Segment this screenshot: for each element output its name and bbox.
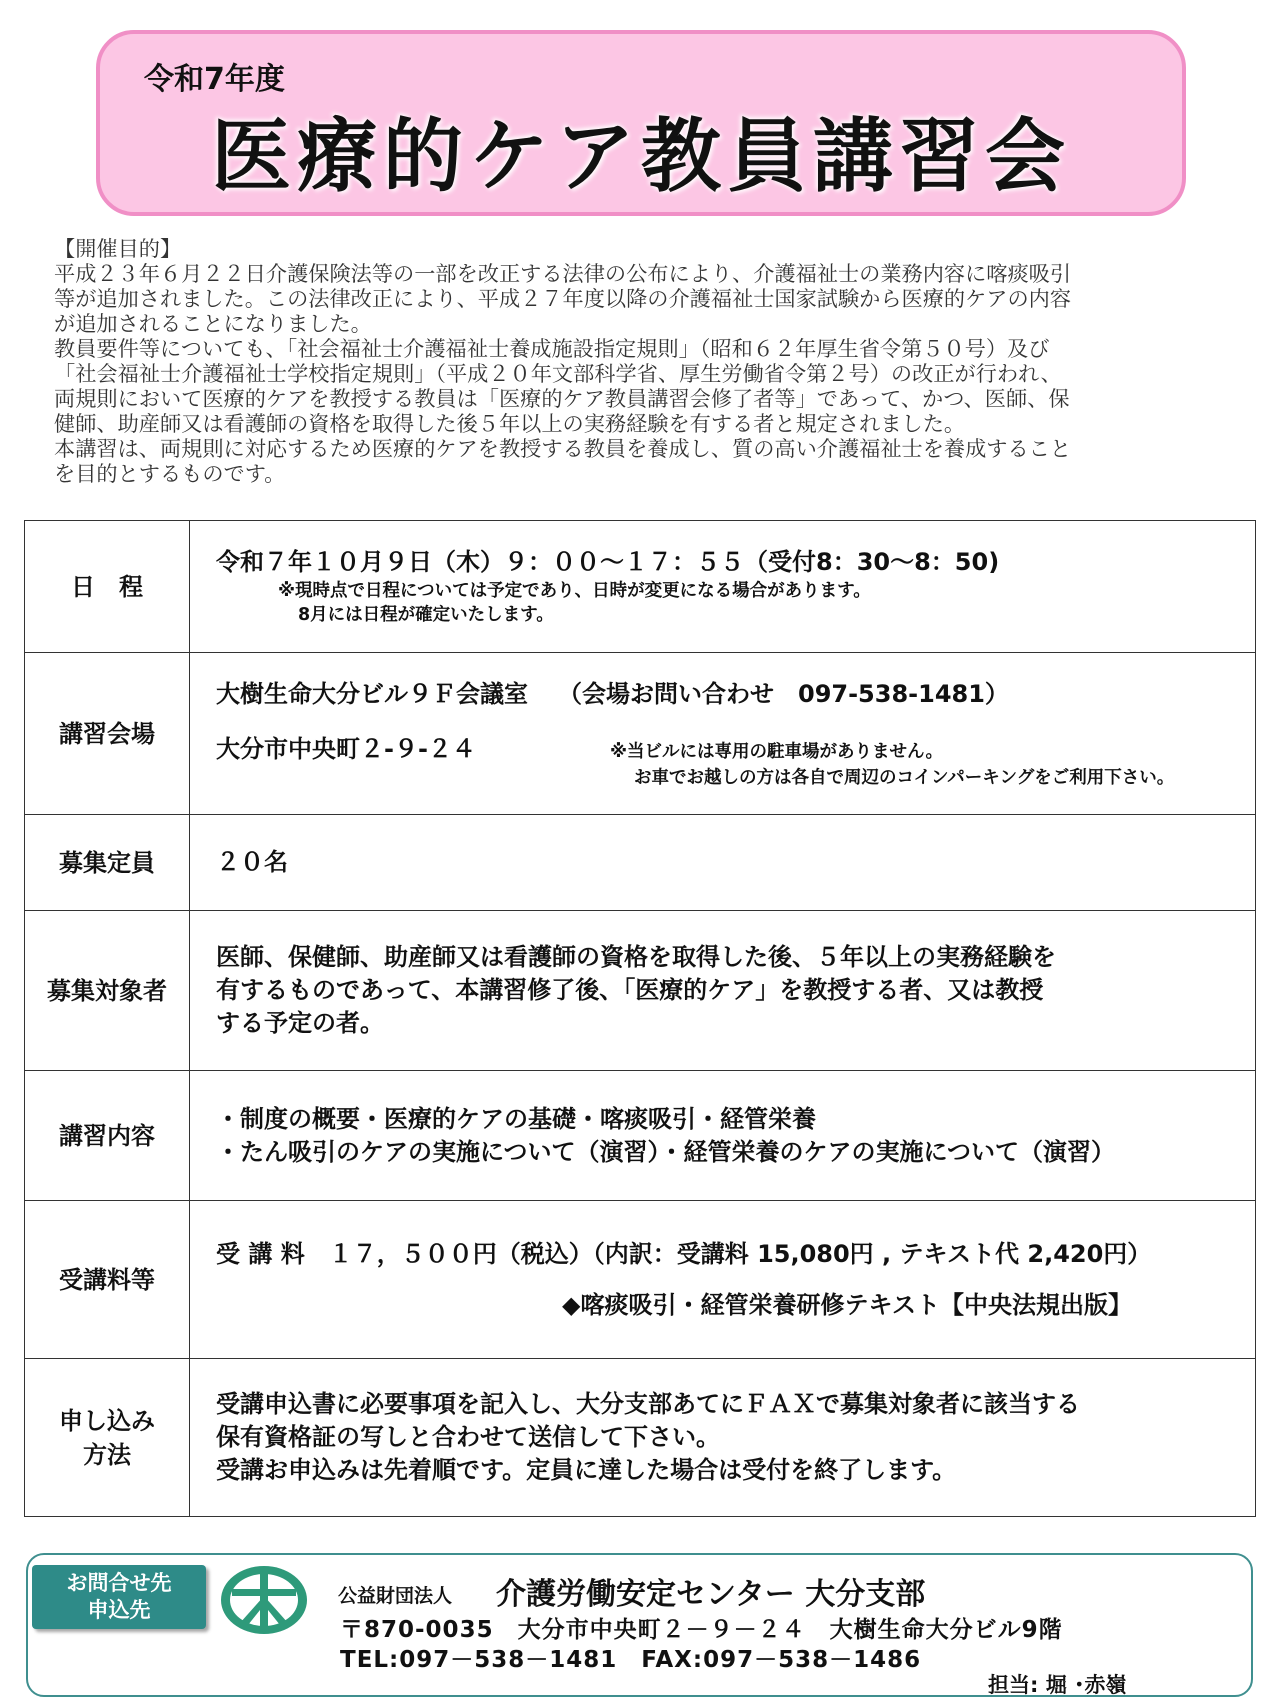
table-row-apply: [25, 1359, 1256, 1517]
apply-label: [25, 1359, 190, 1517]
badge-line: お問合せ先: [66, 1571, 172, 1595]
schedule-main: 令和７年１０月９日（木）９：００～１７：５５（受付8：30～8：50): [216, 548, 1000, 576]
title-banner: [96, 30, 1186, 216]
fee-textbook: ◆喀痰吸引・経管栄養研修テキスト【中央法規出版】: [562, 1290, 1132, 1319]
schedule-label: 日 程: [25, 521, 190, 653]
table-row-content: [25, 1071, 1256, 1201]
purpose-line: を目的とするものです。: [54, 461, 286, 486]
badge-line: 申込先: [87, 1598, 151, 1622]
content-label: 講習内容: [25, 1071, 190, 1201]
purpose-line: 「社会福祉士介護福祉士学校指定規則」（平成２０年文部科学省、厚生労働省令第２号）の改正が行われ、: [54, 361, 1062, 386]
purpose-line: 平成２３年６月２２日介護保険法等の一部を改正する法律の公布により、介護福祉士の業務内容に喀痰吸引: [54, 261, 1072, 286]
content-line: ・たん吸引のケアの実施について（演習）・経管栄養のケアの実施について（演習）: [216, 1137, 1116, 1166]
contact-box: [26, 1553, 1253, 1697]
target-line: 有するものであって、本講習修了後、「医療的ケア」を教授する者、又は教授: [216, 976, 1044, 1004]
purpose-line: 健師、助産師又は看護師の資格を取得した後５年以上の実務経験を有する者と規定されました。: [54, 411, 966, 436]
content-cell: [190, 1071, 1256, 1201]
contact-badge: [32, 1565, 206, 1629]
venue-name: 大樹生命大分ビル９Ｆ会議室: [216, 679, 528, 708]
table-row-schedule: [25, 521, 1256, 653]
table-row-capacity: [25, 815, 1256, 911]
capacity-label: 募集定員: [25, 815, 190, 911]
org-tel-fax: TEL:097－538－1481 FAX:097－538－1486: [340, 1647, 922, 1673]
apply-line: 受講申込書に必要事項を記入し、大分支部あてにＦＡＸで募集対象者に該当する: [216, 1390, 1080, 1418]
target-line: する予定の者。: [216, 1009, 384, 1037]
schedule-cell: [190, 521, 1256, 653]
venue-label: 講習会場: [25, 653, 190, 815]
fee-label: 受講料等: [25, 1201, 190, 1359]
table-row-venue: [25, 653, 1256, 815]
apply-line: 保有資格証の写しと合わせて送信して下さい。: [216, 1423, 720, 1451]
staff-in-charge: 担当: 堀 ･赤嶺: [988, 1673, 1127, 1697]
org-name: 介護労働安定センター 大分支部: [496, 1577, 926, 1612]
table-row-fee: [25, 1201, 1256, 1359]
center-logo-icon: [218, 1563, 310, 1641]
fee-cell: [190, 1201, 1256, 1359]
venue-address: 大分市中央町２-９-２４: [216, 734, 476, 763]
apply-line: 受講お申込みは先着順です。定員に達した場合は受付を終了します。: [216, 1456, 957, 1484]
apply-label-line: 申し込み: [59, 1406, 155, 1435]
schedule-note: 8月には日程が確定いたします。: [298, 605, 554, 625]
parking-note: ※当ビルには専用の駐車場がありません。: [610, 741, 944, 762]
purpose-line: が追加されることになりました。: [54, 311, 372, 336]
apply-cell: [190, 1359, 1256, 1517]
purpose-line: 等が追加されました。この法律改正により、平成２７年度以降の介護福祉士国家試験から医療的ケアの内容: [54, 286, 1072, 311]
purpose-line: 本講習は、両規則に対応するため医療的ケアを教授する教員を養成し、質の高い介護福祉士を養成すること: [54, 436, 1072, 461]
content-line: ・制度の概要・医療的ケアの基礎・喀痰吸引・経管栄養: [216, 1104, 816, 1133]
capacity-value: ２０名: [190, 815, 1256, 911]
fiscal-year: 令和7年度: [144, 62, 285, 97]
target-cell: [190, 911, 1256, 1071]
fee-main: 受 講 料 １７，５００円（税込）（内訳：受講料 15,080円 , テキスト代 2,420円）: [216, 1239, 1152, 1268]
target-label: 募集対象者: [25, 911, 190, 1071]
target-line: 医師、保健師、助産師又は看護師の資格を取得した後、５年以上の実務経験を: [216, 943, 1056, 971]
parking-note: お車でお越しの方は各自で周辺のコインパーキングをご利用下さい。: [634, 767, 1175, 788]
venue-contact: （会場お問い合わせ 097-538-1481）: [558, 679, 1009, 708]
table-row-target: [25, 911, 1256, 1071]
venue-cell: [190, 653, 1256, 815]
org-address: 〒870-0035 大分市中央町２－９－２４ 大樹生命大分ビル9階: [340, 1617, 1063, 1643]
apply-label-line: 方法: [83, 1440, 131, 1469]
purpose-line: 両規則において医療的ケアを教授する教員は「医療的ケア教員講習会修了者等」であって、かつ、医師、保: [54, 386, 1070, 411]
purpose-line: 教員要件等についても、「社会福祉士介護福祉士養成施設指定規則」（昭和６２年厚生省令第５０号）及び: [54, 336, 1050, 361]
org-type: 公益財団法人: [338, 1585, 453, 1607]
info-table: [24, 520, 1256, 1517]
purpose-heading: 【開催目的】: [54, 236, 182, 261]
purpose-section: [54, 236, 1234, 486]
schedule-note: ※現時点で日程については予定であり、日時が変更になる場合があります。: [278, 581, 871, 601]
page-title: 医療的ケア教員講習会: [211, 110, 1071, 203]
